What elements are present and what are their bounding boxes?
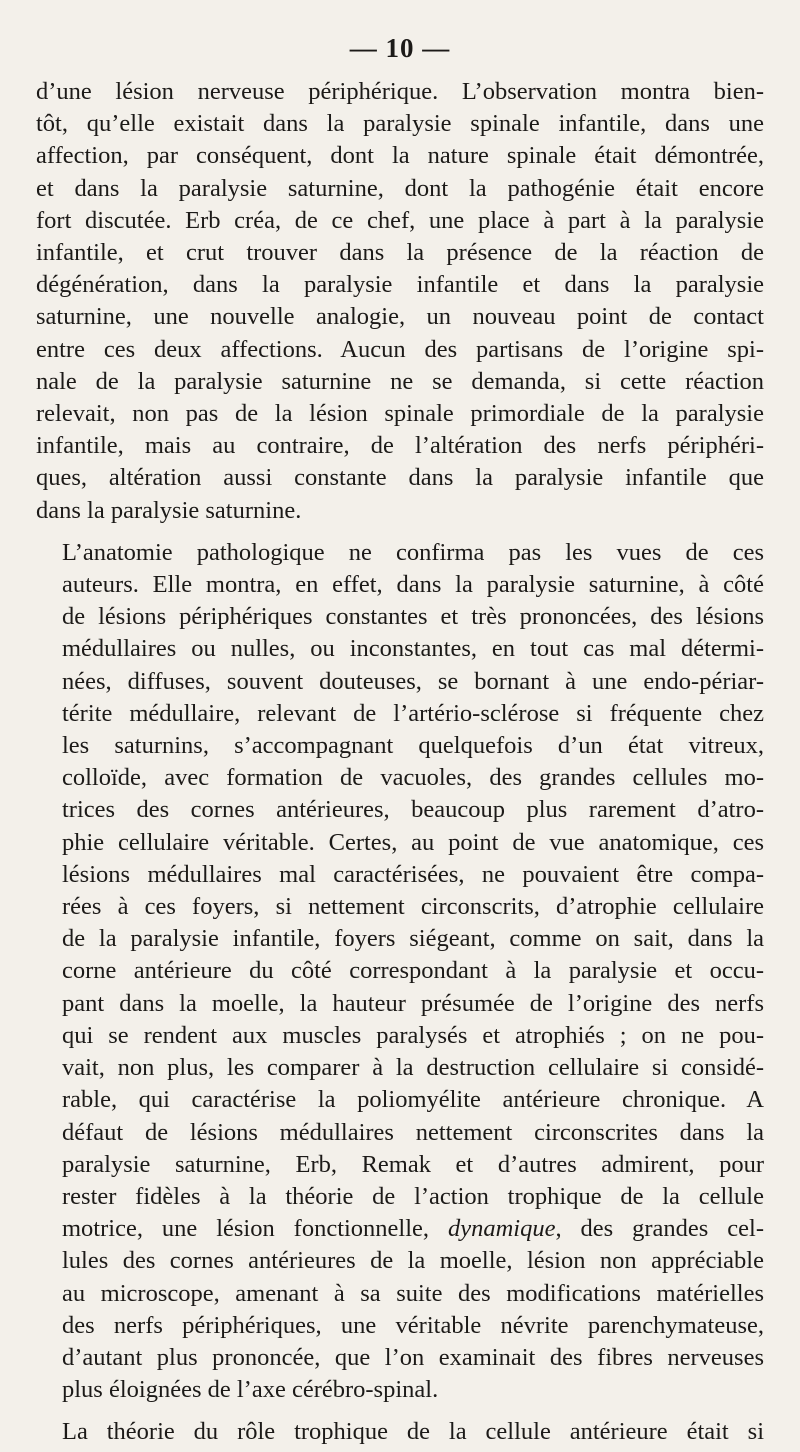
paragraph-2 <box>36 537 764 1406</box>
italic-word: dynamique <box>447 1215 556 1243</box>
text-line: paralysie saturnine, Erb, Remak et d’autres admirent, pour <box>62 1150 764 1178</box>
text-line: de lésions périphériques constantes et très prononcées, des lésions <box>62 603 764 631</box>
text-line: d’autant plus prononcée, que l’on examinait des fibres nerveuses <box>62 1343 764 1371</box>
text-line: tôt, qu’elle existait dans la paralysie spinale infantile, dans une <box>36 110 764 138</box>
text-line: fort discutée. Erb créa, de ce chef, une place à part à la paralysie <box>36 206 764 234</box>
text-line: lules des cornes antérieures de la moelle, lésion non appréciable <box>62 1247 764 1275</box>
text-line: défaut de lésions médullaires nettement circonscrites dans la <box>62 1118 764 1146</box>
text-line: colloïde, avec formation de vacuoles, des grandes cellules mo- <box>62 764 764 792</box>
text-line: rées à ces foyers, si nettement circonscrits, d’atrophie cellulaire <box>62 893 764 921</box>
text-line: saturnine, une nouvelle analogie, un nouveau point de contact <box>36 303 764 331</box>
text-line-with-italic <box>36 1213 764 1245</box>
text-fragment: , des grandes cel- <box>555 1215 764 1243</box>
text-line: térite médullaire, relevant de l’artério-sclérose si fréquente chez <box>62 699 764 727</box>
text-line: et dans la paralysie saturnine, dont la pathogénie était encore <box>36 174 764 202</box>
paragraph-3 <box>36 1416 764 1448</box>
body-text <box>36 76 764 1449</box>
text-line: affection, par conséquent, dont la nature spinale était démontrée, <box>36 142 764 170</box>
text-line: pant dans la moelle, la hauteur présumée de l’origine des nerfs <box>62 989 764 1017</box>
text-line: plus éloignées de l’axe cérébro-spinal. <box>62 1376 439 1404</box>
text-line: ques, altération aussi constante dans la paralysie infantile que <box>36 464 764 492</box>
text-line: relevait, non pas de la lésion spinale primordiale de la paralysie <box>36 400 764 428</box>
text-line: trices des cornes antérieures, beaucoup plus rarement d’atro- <box>62 796 764 824</box>
text-line: rester fidèles à la théorie de l’action trophique de la cellule <box>62 1182 764 1210</box>
text-line: dégénération, dans la paralysie infantile et dans la paralysie <box>36 271 764 299</box>
text-line: de la paralysie infantile, foyers siégeant, comme on sait, dans la <box>62 925 764 953</box>
text-line: d’une lésion nerveuse périphérique. L’observation montra bien- <box>36 78 764 105</box>
text-line: rable, qui caractérise la poliomyélite antérieure chronique. A <box>62 1086 764 1114</box>
text-line: entre ces deux affections. Aucun des partisans de l’origine spi- <box>36 335 764 363</box>
text-line: auteurs. Elle montra, en effet, dans la paralysie saturnine, à côté <box>62 571 764 599</box>
text-line: infantile, mais au contraire, de l’altération des nerfs périphéri- <box>36 432 764 460</box>
text-line: infantile, et crut trouver dans la présence de la réaction de <box>36 239 764 267</box>
text-line: les saturnins, s’accompagnant quelquefois d’un état vitreux, <box>62 732 764 760</box>
text-line: qui se rendent aux muscles paralysés et atrophiés ; on ne pou- <box>62 1021 764 1049</box>
text-line: corne antérieure du côté correspondant à la paralysie et occu- <box>62 957 764 985</box>
text-line: lésions médullaires mal caractérisées, ne pouvaient être compa- <box>62 860 764 888</box>
text-line: dans la paralysie saturnine. <box>36 496 302 524</box>
text-line: des nerfs périphériques, une véritable névrite parenchymateuse, <box>62 1311 764 1339</box>
text-line: nées, diffuses, souvent douteuses, se bornant à une endo-périar- <box>62 667 764 695</box>
text-line: vait, non plus, les comparer à la destruction cellulaire si considé- <box>62 1054 764 1082</box>
text-line: phie cellulaire véritable. Certes, au point de vue anatomique, ces <box>62 828 764 856</box>
text-line: médullaires ou nulles, ou inconstantes, en tout cas mal détermi- <box>62 635 764 663</box>
text-fragment: motrice, une lésion fonctionnelle, <box>62 1215 448 1243</box>
text-line: nale de la paralysie saturnine ne se demanda, si cette réaction <box>36 367 764 395</box>
text-line: L’anatomie pathologique ne confirma pas les vues de ces <box>62 538 764 566</box>
page-number: — 10 — <box>349 33 451 63</box>
text-line: La théorie du rôle trophique de la cellule antérieure était si <box>62 1418 764 1446</box>
text-line: au microscope, amenant à sa suite des modifications matérielles <box>62 1279 764 1307</box>
paragraph-1 <box>36 76 764 527</box>
